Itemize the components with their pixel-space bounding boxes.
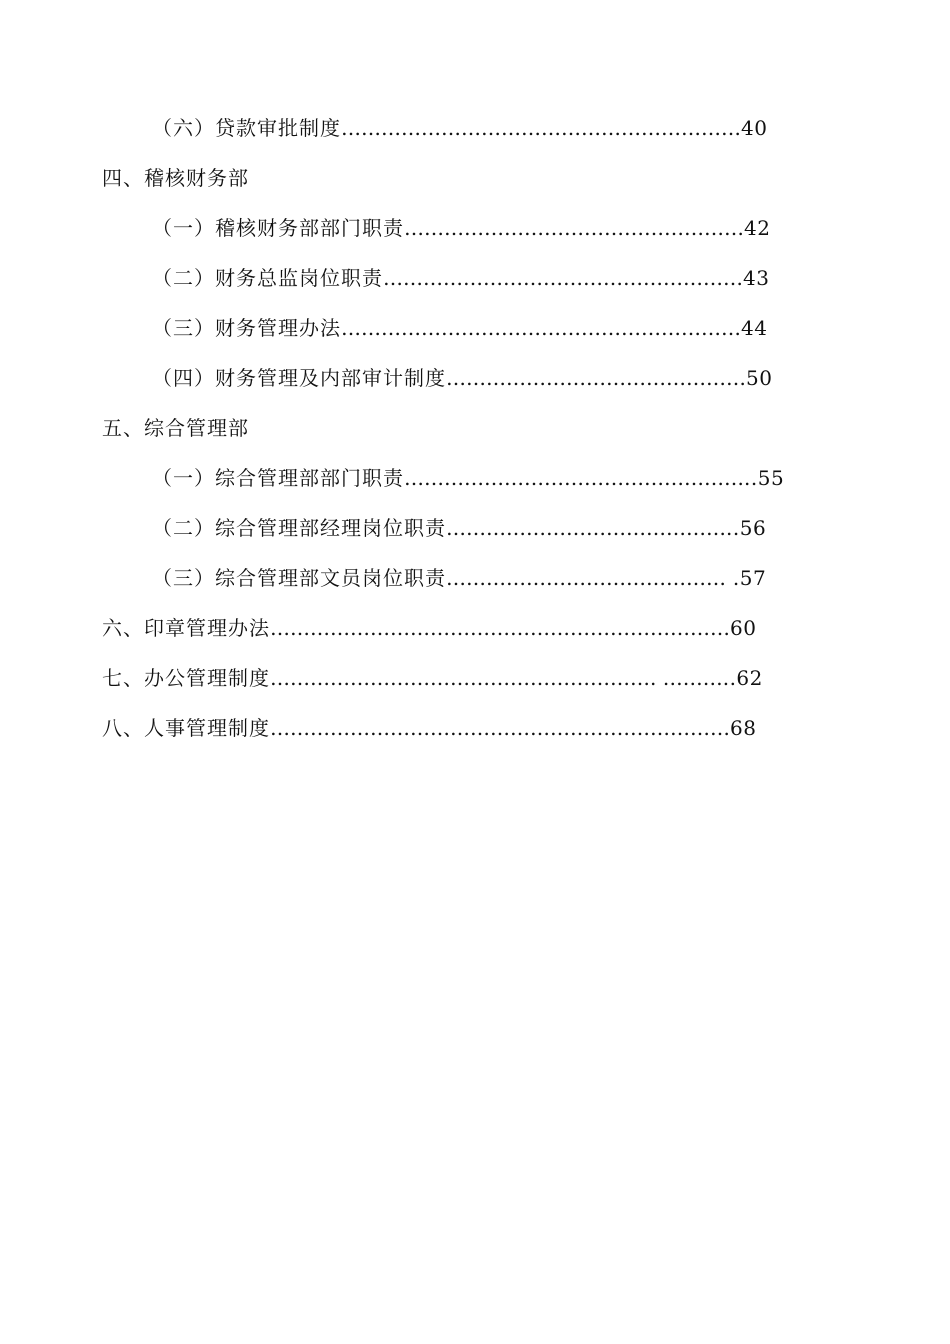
toc-leader-dots: ……………………………………… [446, 366, 746, 390]
toc-page-number: 44 [741, 316, 768, 340]
toc-page-number: 60 [730, 616, 757, 640]
toc-page-number: 50 [746, 366, 773, 390]
toc-entry-office-management [102, 663, 763, 693]
toc-entry-general-manager-duties [152, 513, 766, 543]
toc-entry-clerk-duties [152, 563, 766, 593]
toc-leader-dots: …………………………………………… [404, 466, 744, 490]
toc-leader-dots: …………………………………………………. ……… [270, 666, 723, 690]
toc-section-heading-general-management: 五、综合管理部 [102, 416, 249, 440]
toc-page-number: 42 [744, 216, 771, 240]
toc-entry-title: （一）稽核财务部部门职责 [152, 216, 404, 240]
toc-leader-dots: …………………………………… [446, 516, 726, 540]
toc-entry-title: 七、办公管理制度 [102, 666, 270, 690]
toc-entry-hr-management [102, 713, 756, 743]
toc-leader-dots: …………………………………… [446, 566, 726, 590]
toc-entry-internal-audit [152, 363, 772, 393]
toc-leader-dots: …………………………………………… [404, 216, 744, 240]
toc-leader-dots: …………………………………………………………… [270, 716, 730, 740]
toc-leader-dots: ……………………………………………… [383, 266, 743, 290]
toc-entry-cfo-duties [152, 263, 769, 293]
toc-page-number: ..56 [726, 516, 767, 540]
toc-page-number: ..62 [722, 666, 763, 690]
toc-leader-dots: …………………………………………………… [341, 116, 741, 140]
toc-entry-title: 八、人事管理制度 [102, 716, 270, 740]
toc-entry-title: （三）综合管理部文员岗位职责 [152, 566, 446, 590]
toc-entry-title: （一）综合管理部部门职责 [152, 466, 404, 490]
toc-entry-title: （四）财务管理及内部审计制度 [152, 366, 446, 390]
toc-entry-title: （三）财务管理办法 [152, 316, 341, 340]
toc-entry-title: 六、印章管理办法 [102, 616, 270, 640]
toc-section-heading-audit-finance: 四、稽核财务部 [102, 166, 249, 190]
toc-entry-title: （二）财务总监岗位职责 [152, 266, 383, 290]
toc-entry-audit-finance-duties [152, 213, 770, 243]
toc-entry-finance-management [152, 313, 767, 343]
toc-page-number: .57 [726, 566, 767, 590]
toc-leader-dots: …………………………………………………………… [270, 616, 730, 640]
toc-page-number: 68 [730, 716, 757, 740]
toc-leader-dots: …………………………………………………… [341, 316, 741, 340]
toc-entry-loan-approval [152, 113, 767, 143]
toc-page-number: 43 [743, 266, 770, 290]
toc-entry-title: （六）贷款审批制度 [152, 116, 341, 140]
toc-entry-seal-management [102, 613, 756, 643]
toc-page-number: 40 [741, 116, 768, 140]
toc-entry-title: （二）综合管理部经理岗位职责 [152, 516, 446, 540]
toc-entry-general-dept-duties [152, 463, 784, 493]
toc-page-number: ..55 [744, 466, 785, 490]
